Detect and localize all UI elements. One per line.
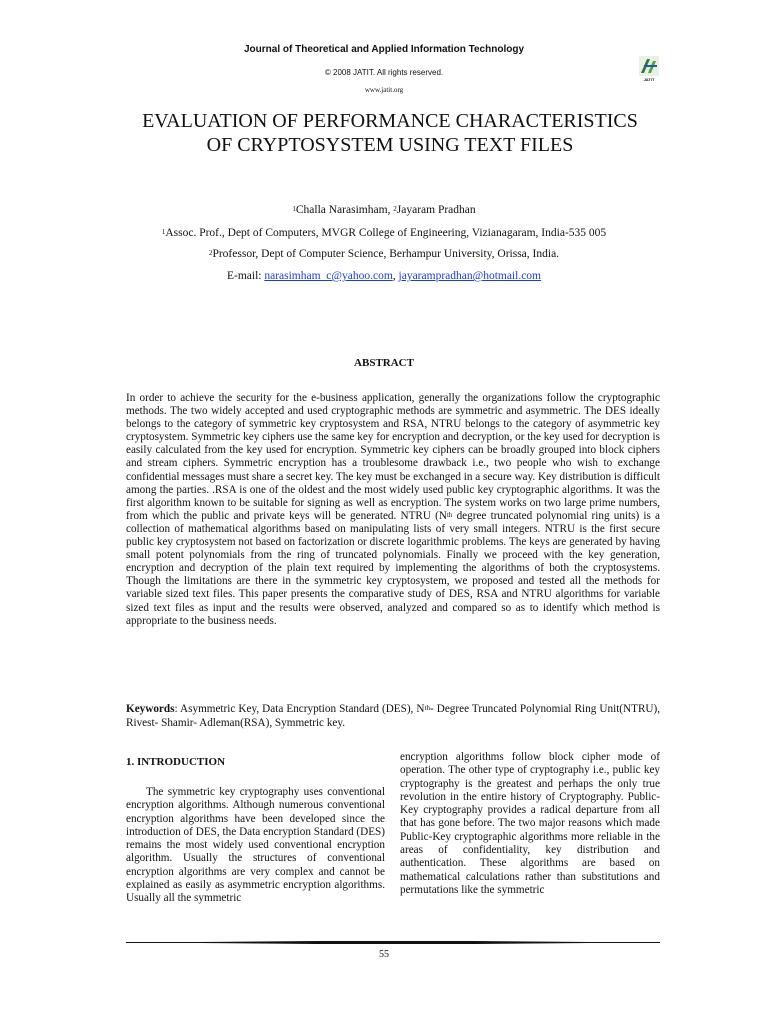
abstract-text-part-2: degree truncated polynomial ring units) is a collection of mathematical algorithms based on manipulating lists of very small integers. NTRU is the first secure public key cryptosystem not based on factorization or discrete logarithmic problems. The keys are generated by having small potent polynomials from the ring of truncated polynomials. Finally we proceed with the key generation, encryption and decryption of the plain text required by implementing the algorithms of both the cryptosystems. Though the limitations are there in the symmetric key cryptosystem, we proposed and tested all the methods for variable sized text files. This paper presents the comparative study of DES, RSA and NTRU algorithms for variable sized text files as input and the results were observed, analyzed and compared so as to identify which method is appropriate to the business needs. — [126, 509, 661, 627]
intro-left-paragraph: The symmetric key cryptography uses conventional encryption algorithms. Although numerous conventional encryption algorithms have been developed since the introduction of DES, the Data encryption Standard (DES) remains the most widely used conventional encryption algorithm. Usually the structures of conventional encryption algorithms are very complex and cannot be explained as easily as asymmetric encryption algorithms. Usually all the symmetric — [126, 786, 385, 905]
paper-title — [60, 109, 720, 157]
affiliation-1 — [0, 227, 768, 240]
keywords-text-part-1: : Asymmetric Key, Data Encryption Standard (DES), N — [174, 703, 425, 715]
logo-label: JATIT — [643, 77, 655, 82]
author-2-name: Jayaram Pradhan — [396, 204, 476, 216]
affiliation-1-marker: 1 — [161, 228, 166, 236]
keywords-paragraph — [126, 702, 660, 730]
intro-left-column — [126, 786, 385, 906]
abstract-body — [126, 392, 660, 628]
author-1-marker: 1 — [292, 205, 296, 213]
affiliation-2-marker: 2 — [208, 249, 213, 257]
author-1-name: Challa Narasimham, — [295, 204, 394, 216]
abstract-superscript: th — [446, 510, 453, 519]
email-line — [0, 270, 768, 283]
email-separator: , — [392, 270, 399, 282]
affiliation-1-text: Assoc. Prof., Dept of Computers, MVGR College of Engineering, Vizianagaram, India-535 005 — [165, 227, 607, 239]
email-link-2[interactable]: jayarampradhan@hotmail.com — [398, 270, 542, 282]
jatit-logo-icon — [638, 55, 660, 77]
title-line-1: EVALUATION OF PERFORMANCE CHARACTERISTICS — [142, 110, 638, 132]
author-2-marker: 2 — [393, 205, 397, 213]
keywords-label: Keywords — [126, 703, 175, 715]
footer-divider-accent — [200, 941, 590, 944]
author-line — [0, 204, 768, 217]
abstract-heading: ABSTRACT — [354, 357, 414, 369]
abstract-text-part-1: In order to achieve the security for the e-business application, generally the organizations follow the cryptographic methods. The two widely accepted and used cryptographic methods are symmetric and asymmetric. The DES ideally belongs to the category of symmetric key cryptosystem and RSA, NTRU belongs to the category of asymmetric key cryptosystem. Symmetric key ciphers use the same key for encryption and decryption, or the key used for decryption is easily calculated from the key used for encryption. Symmetric key ciphers can be broadly grouped into block ciphers and stream ciphers. Symmetric encryption has a troublesome drawback i.e., two people who wish to exchange confidential messages must share a secret key. The key must be exchanged in a secure way. Key distribution is difficult among the parties. .RSA is one of the oldest and the most widely used public key cryptographic algorithms. It was the first algorithm known to be suitable for signing as well as encryption. The system works on two large prime numbers, from which the public and private keys will be generated. NTRU (N — [126, 392, 660, 522]
email-label: E-mail: — [226, 270, 265, 282]
email-link-1[interactable]: narasimham_c@yahoo.com — [264, 270, 393, 282]
title-line-2: OF CRYPTOSYSTEM USING TEXT FILES — [206, 134, 574, 156]
keywords-text-part-2: - Degree Truncated Polynomial Ring Unit(NTRU), Rivest- Shamir- Adleman(RSA), Symmetric key. — [126, 703, 661, 729]
affiliation-2 — [0, 248, 768, 261]
journal-url: www.jatit.org — [364, 86, 404, 94]
intro-right-column — [400, 751, 660, 897]
page-number: 55 — [379, 949, 389, 960]
section-heading-introduction: 1. INTRODUCTION — [126, 756, 226, 768]
keywords-superscript: th — [424, 704, 430, 712]
intro-right-paragraph: encryption algorithms follow block cipher mode of operation. The other type of cryptography i.e., public key cryptography is the greatest and perhaps the only true revolution in the entire history of Cryptography. Public-Key cryptography provides a radical departure from all that has gone before. The two major reasons which made Public-Key cryptographic algorithms more reliable in the areas of confidentiality, key distribution and authentication. These algorithms are based on mathematical calculations rather than substitutions and permutations like the symmetric — [400, 751, 660, 896]
journal-name: Journal of Theoretical and Applied Information Technology — [243, 44, 524, 55]
affiliation-2-text: Professor, Dept of Computer Science, Berhampur University, Orissa, India. — [212, 248, 560, 260]
copyright-notice: © 2008 JATIT. All rights reserved. — [324, 68, 444, 77]
